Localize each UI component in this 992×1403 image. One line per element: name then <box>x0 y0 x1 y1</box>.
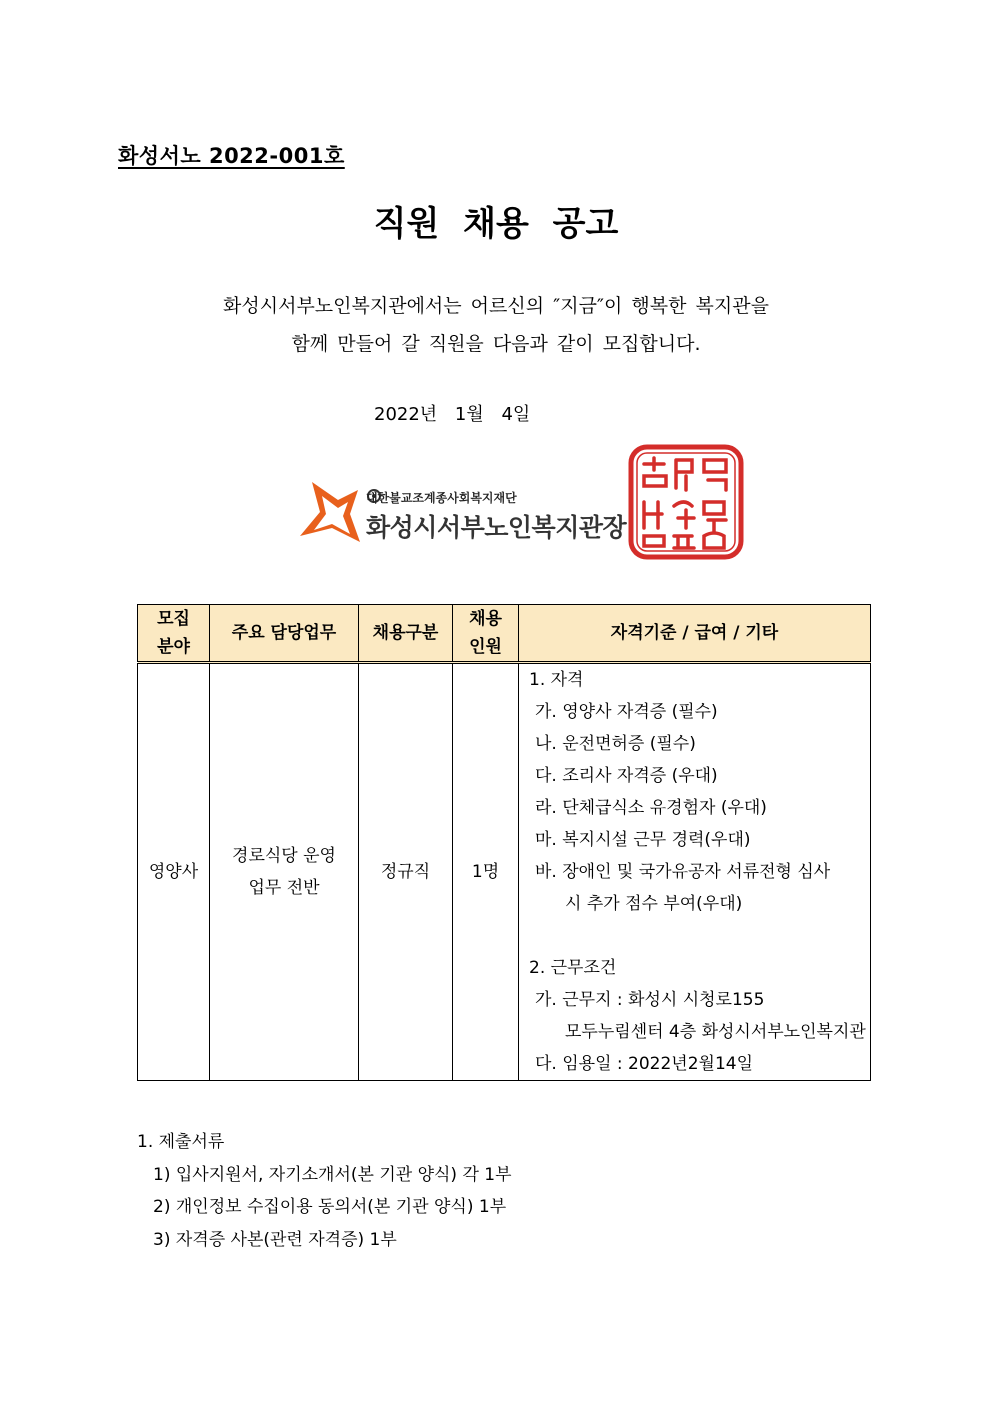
official-seal-icon <box>628 444 744 560</box>
qualification-item: 바. 장애인 및 국가유공자 서류전형 심사 <box>535 862 831 882</box>
header-field: 모집 분야 <box>138 605 210 663</box>
cell-type: 정규직 <box>359 663 453 1081</box>
header-duty: 주요 담당업무 <box>210 605 359 663</box>
table-row <box>138 663 871 1081</box>
documents-title: 1. 제출서류 <box>137 1132 225 1152</box>
cell-count: 1명 <box>453 663 519 1081</box>
start-date: 다. 임용일 : 2022년2월14일 <box>535 1054 754 1074</box>
submission-documents <box>137 1126 512 1256</box>
qualification-item-continued: 시 추가 점수 부여(우대) <box>565 894 743 914</box>
header-count: 채용 인원 <box>453 605 519 663</box>
recruitment-table <box>137 604 871 1081</box>
qualification-item: 마. 복지시설 근무 경력(우대) <box>535 830 751 850</box>
intro-line-1: 화성시서부노인복지관에서는 어르신의 ″지금″이 행복한 복지관을 <box>223 295 769 317</box>
organization-name: 화성시서부노인복지관장 <box>366 513 627 542</box>
cell-requirements <box>519 663 871 1081</box>
intro-line-2: 함께 만들어 갈 직원을 다음과 같이 모집합니다. <box>291 333 701 355</box>
header-type: 채용구분 <box>359 605 453 663</box>
cell-field: 영양사 <box>138 663 210 1081</box>
page-title: 직원 채용 공고 <box>373 204 619 244</box>
qualification-item: 라. 단체급식소 유경험자 (우대) <box>535 798 767 818</box>
qualification-item: 다. 조리사 자격증 (우대) <box>535 766 718 786</box>
document-item: 2) 개인정보 수집이용 동의서(본 기관 양식) 1부 <box>153 1197 507 1217</box>
table-header-row <box>138 605 871 663</box>
document-number: 화성서노 2022-001호 <box>118 144 345 168</box>
header-criteria: 자격기준 / 급여 / 기타 <box>519 605 871 663</box>
document-item: 1) 입사지원서, 자기소개서(본 기관 양식) 각 1부 <box>153 1164 512 1185</box>
work-conditions-title: 2. 근무조건 <box>529 958 617 978</box>
foundation-name: 대한불교조계종사회복지재단 <box>366 491 517 505</box>
qualification-item: 나. 운전면허증 (필수) <box>535 734 696 754</box>
work-location: 가. 근무지 : 화성시 시청로155 <box>535 990 765 1010</box>
announcement-date: 2022년 1월 4일 <box>374 404 531 425</box>
work-location-continued: 모두누림센터 4층 화성시서부노인복지관 <box>565 1022 866 1042</box>
cell-duty: 경로식당 운영 업무 전반 <box>210 663 359 1081</box>
spacer <box>529 920 870 952</box>
qualification-title: 1. 자격 <box>529 670 584 690</box>
document-item: 3) 자격증 사본(관련 자격증) 1부 <box>153 1229 397 1250</box>
qualification-item: 가. 영양사 자격증 (필수) <box>535 702 718 722</box>
